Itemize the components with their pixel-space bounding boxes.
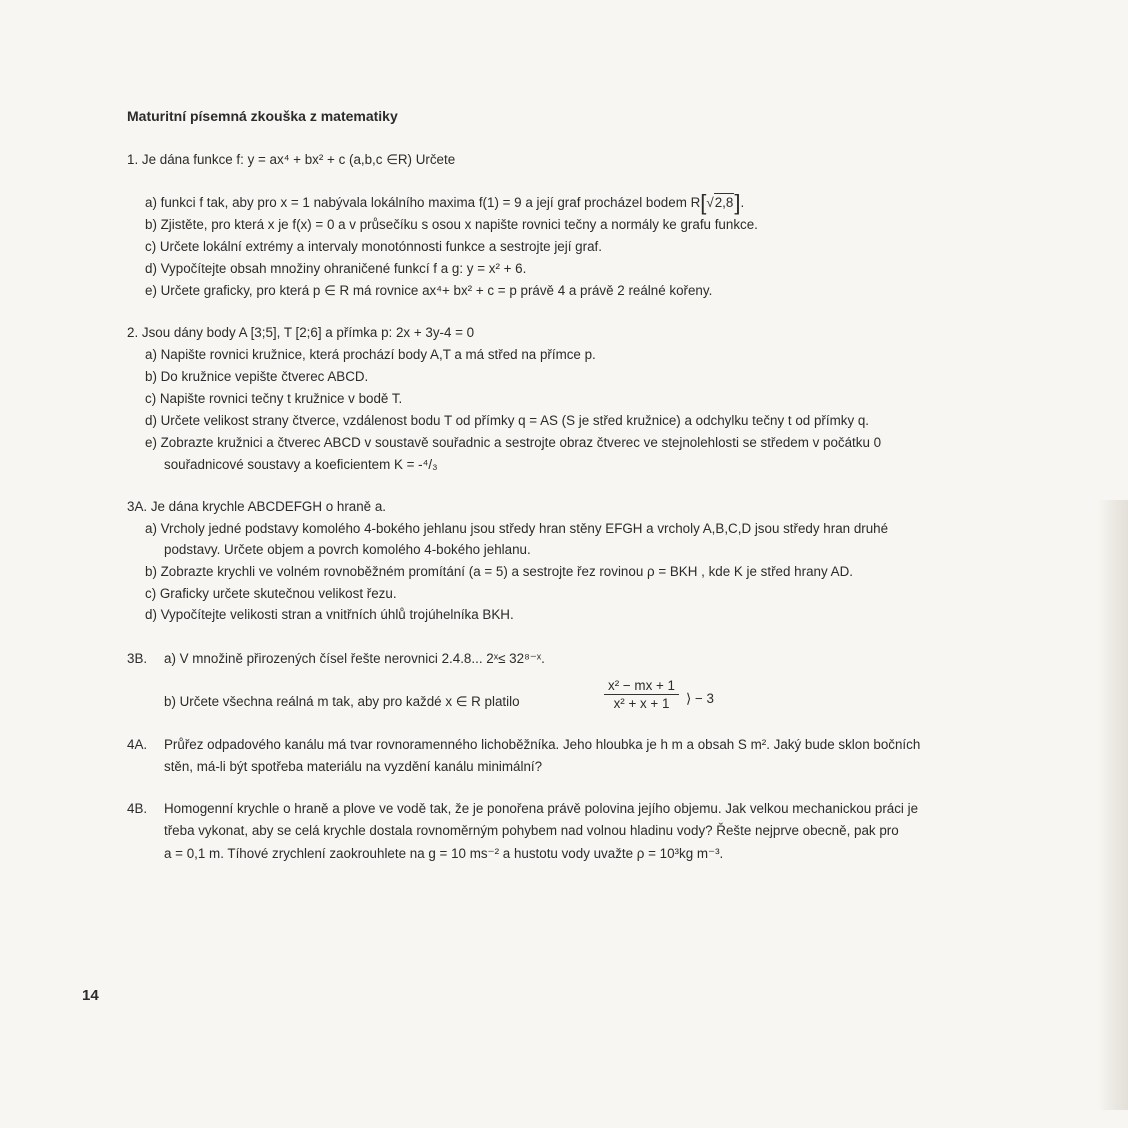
q4b-line1: Homogenní krychle o hraně a plove ve vodě tak, že je ponořena právě polovina jejího objemu. Jak velkou mechanickou práci je xyxy=(164,801,919,816)
q1-a-sqrt-value: 2,8 xyxy=(714,195,734,210)
q3a-a-line2: podstavy. Určete objem a povrch komolého 4-bokého jehlanu. xyxy=(164,542,531,557)
q2-c: c) Napište rovnici tečny t kružnice v bodě T. xyxy=(145,391,403,406)
q1-a-bracket-open: [ xyxy=(700,190,707,215)
page-number: 14 xyxy=(82,987,99,1004)
q2-d: d) Určete velikost strany čtverce, vzdálenost bodu T od přímky q = AS (S je střed kružnice) a odchylku tečny t od přímky q. xyxy=(145,413,870,428)
page-title: Maturitní písemná zkouška z matematiky xyxy=(127,108,398,124)
q2-e-line2: souřadnicové soustavy a koeficientem K = -⁴/₃ xyxy=(164,457,438,472)
q1-a: a) funkci f tak, aby pro x = 1 nabývala lokálního maxima f(1) = 9 a její graf procházel bodem R[√2,8]. xyxy=(145,190,745,215)
q1-d: d) Vypočítejte obsah množiny ohraničené funkcí f a g: y = x² + 6. xyxy=(145,261,527,276)
q3a-d: d) Vypočítejte velikosti stran a vnitřních úhlů trojúhelníka BKH. xyxy=(145,607,514,622)
page-edge-shadow xyxy=(1098,500,1128,1110)
q3a-a-line1: a) Vrcholy jedné podstavy komolého 4-bokého jehlanu jsou středy hran stěny EFGH a vrcholy A,B,C,D jsou středy hran druhé xyxy=(145,521,889,536)
q3b-label: 3B. xyxy=(127,651,148,666)
q4a-line1: Průřez odpadového kanálu má tvar rovnoramenného lichoběžníka. Jeho hloubka je h m a obsah S m². Jaký bude sklon bočních xyxy=(164,737,921,752)
q1-intro: 1. Je dána funkce f: y = ax⁴ + bx² + c (a,b,c ∈R) Určete xyxy=(127,152,456,167)
q2-e-line1: e) Zobrazte kružnici a čtverec ABCD v soustavě souřadnic a sestrojte obraz čtverec ve stejnolehlosti se středem v počátku 0 xyxy=(145,435,882,450)
q1-c: c) Určete lokální extrémy a intervaly monotónnosti funkce a sestrojte její graf. xyxy=(145,239,602,254)
q3a-c: c) Graficky určete skutečnou velikost řezu. xyxy=(145,586,397,601)
q1-e: e) Určete graficky, pro která p ∈ R má rovnice ax⁴+ bx² + c = p právě 4 a právě 2 reálné kořeny. xyxy=(145,283,713,298)
q3b-fraction xyxy=(604,678,679,711)
q1-a-bracket-close: ] xyxy=(734,190,741,215)
q3b-b: b) Určete všechna reálná m tak, aby pro každé x ∈ R platilo xyxy=(164,694,520,709)
q1-b: b) Zjistěte, pro která x je f(x) = 0 a v průsečíku s osou x napište rovnici tečny a normály ke grafu funkce. xyxy=(145,217,758,232)
q3b-a: a) V množině přirozených čísel řešte nerovnici 2.4.8... 2ˣ≤ 32⁸⁻ˣ. xyxy=(164,651,545,666)
q2-a: a) Napište rovnici kružnice, která prochází body A,T a má střed na přímce p. xyxy=(145,347,596,362)
q3b-fraction-numerator: x² − mx + 1 xyxy=(604,678,679,695)
q4b-label: 4B. xyxy=(127,801,148,816)
q3a-b: b) Zobrazte krychli ve volném rovnoběžném promítání (a = 5) a sestrojte řez rovinou ρ = BKH , kde K je střed hrany AD. xyxy=(145,564,853,579)
q4a-label: 4A. xyxy=(127,737,148,752)
q3b-relation: ⟩ − 3 xyxy=(686,691,714,706)
q4a-line2: stěn, má-li být spotřeba materiálu na vyzdění kanálu minimální? xyxy=(164,759,543,774)
sqrt-symbol: √ xyxy=(706,195,714,210)
q2-intro: 2. Jsou dány body A [3;5], T [2;6] a přímka p: 2x + 3y-4 = 0 xyxy=(127,325,475,340)
q1-a-text: a) funkci f tak, aby pro x = 1 nabývala lokálního maxima f(1) = 9 a její graf procházel bodem R xyxy=(145,195,701,210)
q4b-line2: třeba vykonat, aby se celá krychle dostala rovnoměrným pohybem nad volnou hladinu vody? Řešte nejprve obecně, pak pro xyxy=(164,823,899,838)
q4b-line3: a = 0,1 m. Tíhové zrychlení zaokrouhlete na g = 10 ms⁻² a hustotu vody uvažte ρ = 10³kg m⁻³. xyxy=(164,846,724,861)
q3b-fraction-denominator: x² + x + 1 xyxy=(613,696,670,711)
q2-b: b) Do kružnice vepište čtverec ABCD. xyxy=(145,369,369,384)
q3a-intro: 3A. Je dána krychle ABCDEFGH o hraně a. xyxy=(127,499,387,514)
